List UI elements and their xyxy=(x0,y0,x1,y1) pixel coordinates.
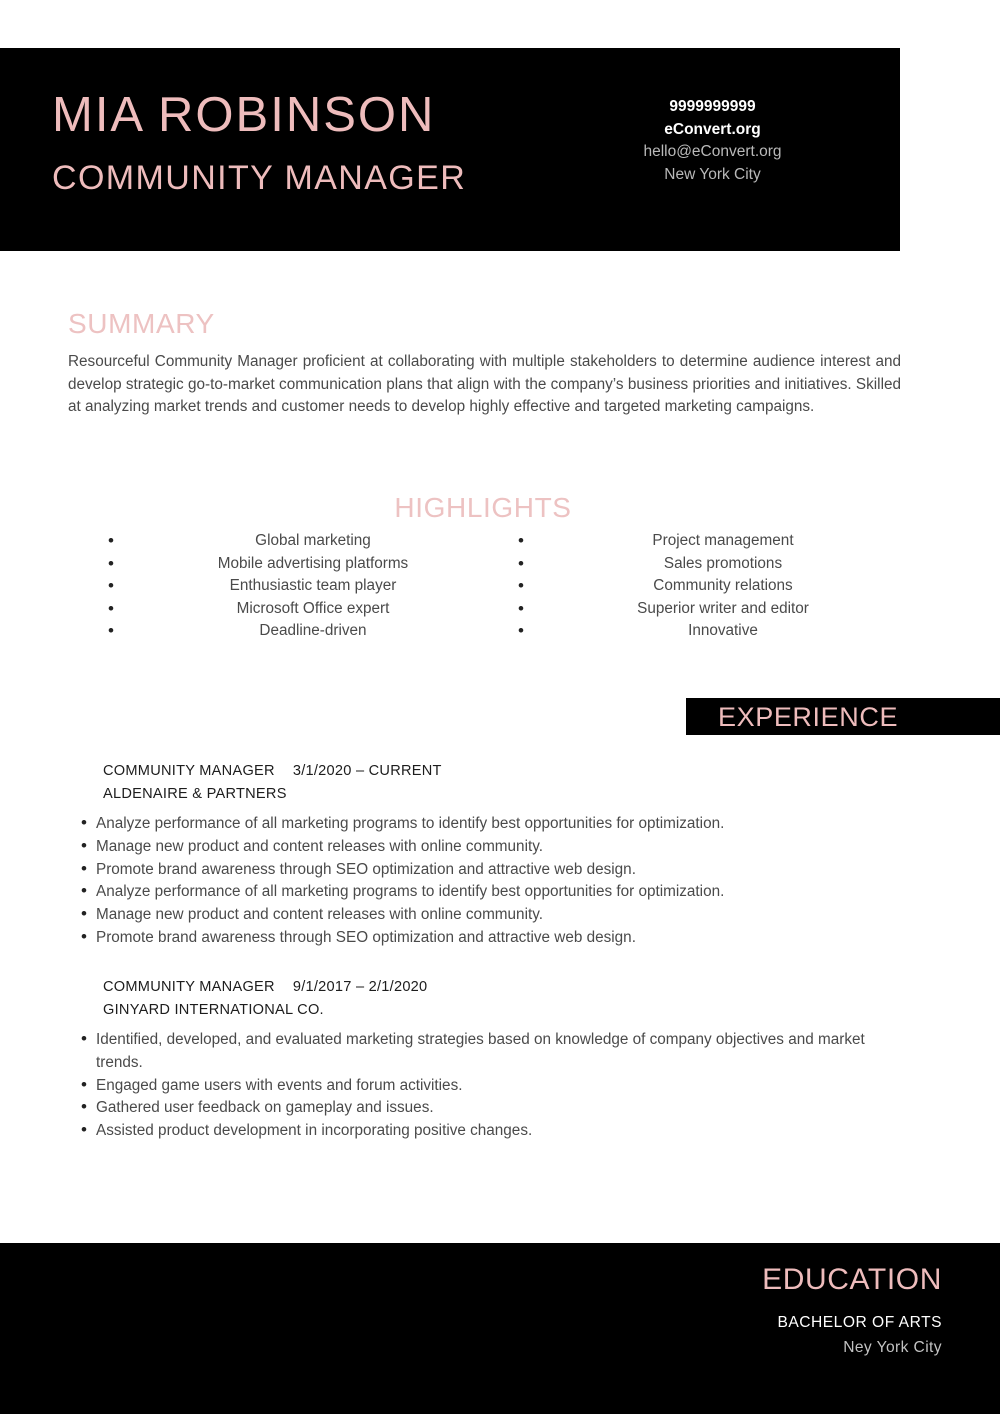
highlight-label: Enthusiastic team player xyxy=(229,577,397,594)
contact-phone: 9999999999 xyxy=(669,98,756,115)
bullet-icon: • xyxy=(81,813,87,832)
bullet-icon: • xyxy=(518,621,524,640)
highlight-label: Sales promotions xyxy=(663,554,783,572)
list-item xyxy=(108,620,518,643)
contact-email: hello@eConvert.org xyxy=(643,143,782,160)
list-item xyxy=(0,813,1000,836)
list-item xyxy=(0,1120,1000,1143)
bullet-icon: • xyxy=(108,576,114,595)
bullet-text: Engaged game users with events and forum activities. xyxy=(96,1076,463,1094)
highlights-column-left xyxy=(108,530,518,643)
experience-heading: EXPERIENCE xyxy=(718,702,899,732)
list-item xyxy=(518,598,928,621)
experience-heading-bar xyxy=(686,698,1000,735)
candidate-name: MIA ROBINSON xyxy=(52,88,436,142)
list-item xyxy=(518,553,928,576)
education-footer xyxy=(0,1243,1000,1414)
job-company: GINYARD INTERNATIONAL CO. xyxy=(103,1002,324,1018)
highlight-label: Innovative xyxy=(688,622,758,639)
list-item xyxy=(0,881,1000,904)
bullet-text: Gathered user feedback on gameplay and issues. xyxy=(96,1099,434,1117)
bullet-icon: • xyxy=(108,598,114,618)
bullet-text: Promote brand awareness through SEO optimization and attractive web design. xyxy=(96,860,636,878)
highlights-column-right xyxy=(518,530,928,643)
bullet-text: Analyze performance of all marketing programs to identify best opportunities for optimization. xyxy=(96,883,725,901)
bullet-icon: • xyxy=(518,598,524,618)
bullet-text: Identified, developed, and evaluated marketing strategies based on knowledge of company objectives and market trends. xyxy=(96,1031,865,1071)
bullet-icon: • xyxy=(81,881,87,901)
job-title: COMMUNITY MANAGER xyxy=(103,763,275,779)
contact-location: New York City xyxy=(664,165,761,183)
experience-entry xyxy=(0,976,1000,1143)
education-location: Ney York City xyxy=(843,1339,942,1356)
job-title-row xyxy=(0,976,1000,999)
job-title-row xyxy=(0,760,1000,783)
bullet-text: Promote brand awareness through SEO optimization and attractive web design. xyxy=(96,928,636,946)
job-dates: 9/1/2017 – 2/1/2020 xyxy=(292,979,428,995)
bullet-icon: • xyxy=(81,1074,87,1094)
bullet-icon: • xyxy=(81,1097,87,1117)
list-item xyxy=(518,530,928,553)
highlight-label: Community relations xyxy=(653,577,793,594)
candidate-role: COMMUNITY MANAGER xyxy=(52,159,467,197)
highlight-label: Project management xyxy=(652,532,794,549)
list-item xyxy=(0,1075,1000,1098)
highlight-label: Deadline-driven xyxy=(259,622,367,639)
bullet-icon: • xyxy=(518,576,524,595)
list-item xyxy=(518,620,928,643)
experience-entry xyxy=(0,760,1000,950)
bullet-icon: • xyxy=(108,531,114,550)
bullet-icon: • xyxy=(81,1120,87,1140)
contact-block xyxy=(560,96,865,186)
list-item xyxy=(0,1029,1000,1075)
education-degree: BACHELOR OF ARTS xyxy=(777,1314,942,1331)
bullet-text: Assisted product development in incorporating positive changes. xyxy=(96,1122,533,1140)
list-item xyxy=(0,927,1000,950)
list-item xyxy=(0,836,1000,859)
job-company: ALDENAIRE & PARTNERS xyxy=(103,786,287,802)
highlights-heading: HIGHLIGHTS xyxy=(394,492,572,523)
bullet-icon: • xyxy=(518,553,524,573)
bullet-icon: • xyxy=(81,835,87,855)
bullet-text: Analyze performance of all marketing programs to identify best opportunities for optimization. xyxy=(96,815,725,832)
list-item xyxy=(518,575,928,598)
job-bullet-list xyxy=(0,813,1000,950)
job-dates: 3/1/2020 – CURRENT xyxy=(292,763,442,779)
bullet-icon: • xyxy=(81,858,87,878)
bullet-icon: • xyxy=(81,1029,87,1048)
list-item xyxy=(108,530,518,553)
list-item xyxy=(108,598,518,621)
highlight-label: Mobile advertising platforms xyxy=(217,554,409,572)
list-item xyxy=(0,1097,1000,1120)
list-item xyxy=(0,904,1000,927)
bullet-icon: • xyxy=(81,926,87,946)
education-heading: EDUCATION xyxy=(762,1263,942,1296)
bullet-text: Manage new product and content releases with online community. xyxy=(96,906,543,924)
summary-heading: SUMMARY xyxy=(68,308,215,339)
bullet-icon: • xyxy=(518,531,524,550)
header-banner xyxy=(0,48,900,251)
bullet-icon: • xyxy=(108,553,114,573)
job-bullet-list xyxy=(0,1029,1000,1143)
bullet-icon: • xyxy=(81,904,87,924)
highlight-label: Global marketing xyxy=(255,532,371,549)
highlight-label: Superior writer and editor xyxy=(637,599,809,617)
bullet-text: Manage new product and content releases with online community. xyxy=(96,837,543,855)
list-item xyxy=(108,553,518,576)
list-item xyxy=(0,859,1000,882)
bullet-icon: • xyxy=(108,621,114,640)
job-title: COMMUNITY MANAGER xyxy=(103,979,275,995)
highlights-columns xyxy=(0,530,1000,643)
highlights-heading-wrap xyxy=(0,494,966,522)
list-item xyxy=(108,575,518,598)
highlight-label: Microsoft Office expert xyxy=(236,599,390,617)
summary-text: Resourceful Community Manager proficient at collaborating with multiple stakeholders to determine audience interest and develop strategic go-to-market communication plans that align with the company’s business priorities and initiatives. Skilled at analyzing market trends and customer needs to develop highly effective and targeted marketing campaigns. xyxy=(68,353,901,416)
contact-website: eConvert.org xyxy=(664,120,761,138)
